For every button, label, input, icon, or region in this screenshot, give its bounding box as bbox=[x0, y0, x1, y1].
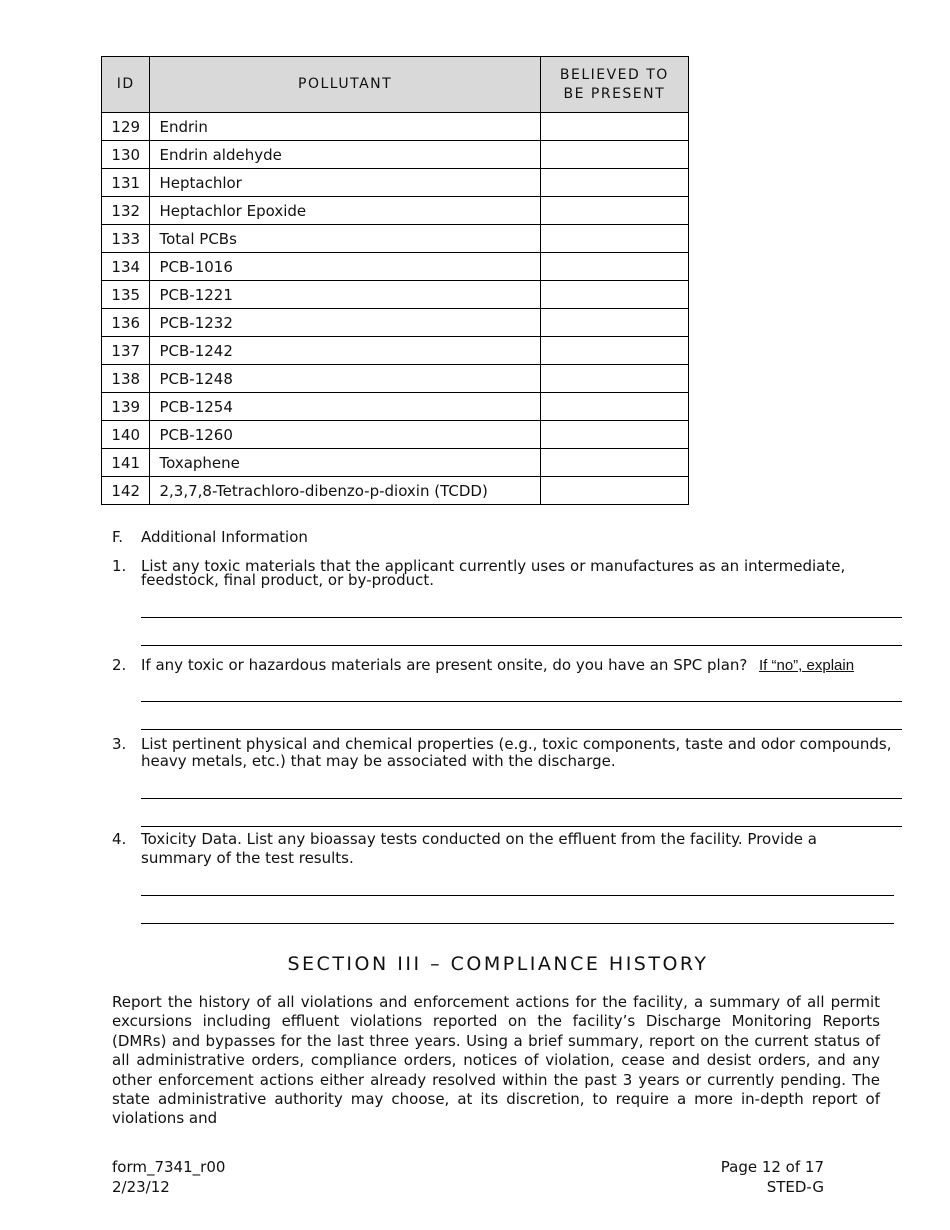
table-row bbox=[102, 309, 689, 337]
believed-present-cell[interactable] bbox=[540, 365, 688, 393]
header-believed-line2: BE PRESENT bbox=[563, 85, 666, 102]
pollutant-name: Endrin bbox=[150, 113, 540, 141]
table-row bbox=[102, 393, 689, 421]
question-4-number: 4. bbox=[112, 830, 127, 848]
pollutant-name: Toxaphene bbox=[150, 449, 540, 477]
believed-present-cell[interactable] bbox=[540, 393, 688, 421]
believed-present-cell[interactable] bbox=[540, 141, 688, 169]
question-2-explain-link: If “no”, explain bbox=[759, 657, 855, 674]
header-believed-present bbox=[540, 57, 688, 113]
pollutant-name: Endrin aldehyde bbox=[150, 141, 540, 169]
pollutant-name: PCB-1242 bbox=[150, 337, 540, 365]
section-3-paragraph: Report the history of all violations and enforcement actions for the facility, a summary of all permit excursions including effluent violations reported on the facility’s Discharge Monitoring Reports (DMRs) and bypasses for the last three years. Using a brief summary, report on the current status of all administrative orders, compliance orders, notices of violation, cease and desist orders, and any other enforcement actions either already resolved within the past 3 years or currently pending. The state administrative authority may choose, at its discretion, to require a more in-depth report of violations and bbox=[112, 993, 880, 1128]
believed-present-cell[interactable] bbox=[540, 225, 688, 253]
pollutant-id: 138 bbox=[102, 365, 150, 393]
pollutant-id: 141 bbox=[102, 449, 150, 477]
believed-present-cell[interactable] bbox=[540, 477, 688, 505]
table-row bbox=[102, 197, 689, 225]
footer-date: 2/23/12 bbox=[112, 1178, 170, 1196]
believed-present-cell[interactable] bbox=[540, 421, 688, 449]
believed-present-cell[interactable] bbox=[540, 169, 688, 197]
footer-page-number: Page 12 of 17 bbox=[720, 1158, 824, 1176]
header-id: ID bbox=[102, 57, 150, 113]
believed-present-cell[interactable] bbox=[540, 197, 688, 225]
question-1-number: 1. bbox=[112, 557, 127, 575]
table-row bbox=[102, 141, 689, 169]
believed-present-cell[interactable] bbox=[540, 281, 688, 309]
question-4-answer-line-2[interactable] bbox=[141, 923, 894, 924]
question-2-answer-line-1[interactable] bbox=[141, 701, 902, 702]
table-row bbox=[102, 253, 689, 281]
pollutant-id: 135 bbox=[102, 281, 150, 309]
table-row bbox=[102, 449, 689, 477]
question-3-number: 3. bbox=[112, 735, 127, 753]
section-3-title: SECTION III – COMPLIANCE HISTORY bbox=[287, 953, 709, 975]
pollutant-id: 132 bbox=[102, 197, 150, 225]
table-row bbox=[102, 337, 689, 365]
believed-present-cell[interactable] bbox=[540, 449, 688, 477]
pollutant-id: 134 bbox=[102, 253, 150, 281]
pollutant-name: Heptachlor Epoxide bbox=[150, 197, 540, 225]
table-row bbox=[102, 477, 689, 505]
pollutant-name: PCB-1248 bbox=[150, 365, 540, 393]
question-3-line1: List pertinent physical and chemical properties (e.g., toxic components, taste and odor compounds, bbox=[141, 735, 892, 753]
footer-left bbox=[112, 1157, 225, 1197]
believed-present-cell[interactable] bbox=[540, 253, 688, 281]
table-row bbox=[102, 113, 689, 141]
believed-present-cell[interactable] bbox=[540, 113, 688, 141]
table-row bbox=[102, 281, 689, 309]
section-f-heading: Additional Information bbox=[141, 528, 308, 546]
table-row bbox=[102, 365, 689, 393]
question-2-text: If any toxic or hazardous materials are present onsite, do you have an SPC plan? bbox=[141, 656, 748, 674]
pollutant-name: 2,3,7,8-Tetrachloro-dibenzo-p-dioxin (TCDD) bbox=[150, 477, 540, 505]
question-1-line1: List any toxic materials that the applicant currently uses or manufactures as an intermediate, bbox=[141, 557, 846, 575]
table-row bbox=[102, 421, 689, 449]
believed-present-cell[interactable] bbox=[540, 337, 688, 365]
header-pollutant: POLLUTANT bbox=[150, 57, 540, 113]
believed-present-cell[interactable] bbox=[540, 309, 688, 337]
pollutant-id: 140 bbox=[102, 421, 150, 449]
question-2-number: 2. bbox=[112, 656, 127, 674]
pollutant-id: 131 bbox=[102, 169, 150, 197]
question-3-line2: heavy metals, etc.) that may be associated with the discharge. bbox=[141, 752, 616, 770]
pollutant-id: 133 bbox=[102, 225, 150, 253]
table-header-row bbox=[102, 57, 689, 113]
pollutant-id: 136 bbox=[102, 309, 150, 337]
question-1-line2: feedstock, final product, or by-product. bbox=[141, 571, 435, 589]
pollutant-table bbox=[101, 56, 689, 505]
pollutant-id: 130 bbox=[102, 141, 150, 169]
pollutant-name: Heptachlor bbox=[150, 169, 540, 197]
pollutant-name: PCB-1232 bbox=[150, 309, 540, 337]
question-4-line1: Toxicity Data. List any bioassay tests conducted on the effluent from the facility. Provide a bbox=[141, 830, 817, 848]
table-row bbox=[102, 169, 689, 197]
section-f-letter: F. bbox=[112, 528, 123, 546]
pollutant-name: PCB-1016 bbox=[150, 253, 540, 281]
question-2-answer-line-2[interactable] bbox=[141, 729, 902, 730]
question-3-answer-line-1[interactable] bbox=[141, 798, 902, 799]
pollutant-id: 129 bbox=[102, 113, 150, 141]
pollutant-id: 142 bbox=[102, 477, 150, 505]
pollutant-id: 139 bbox=[102, 393, 150, 421]
pollutant-id: 137 bbox=[102, 337, 150, 365]
pollutant-name: PCB-1221 bbox=[150, 281, 540, 309]
question-1-answer-line-2[interactable] bbox=[141, 645, 902, 646]
pollutant-name: PCB-1260 bbox=[150, 421, 540, 449]
pollutant-name: Total PCBs bbox=[150, 225, 540, 253]
footer-code: STED-G bbox=[766, 1178, 824, 1196]
question-3-answer-line-2[interactable] bbox=[141, 826, 902, 827]
header-believed-line1: BELIEVED TO bbox=[559, 66, 669, 83]
question-4-line2: summary of the test results. bbox=[141, 849, 354, 867]
footer-form-id: form_7341_r00 bbox=[112, 1158, 226, 1176]
table-row bbox=[102, 225, 689, 253]
pollutant-name: PCB-1254 bbox=[150, 393, 540, 421]
question-1-answer-line-1[interactable] bbox=[141, 617, 902, 618]
question-4-answer-line-1[interactable] bbox=[141, 895, 894, 896]
footer-right bbox=[690, 1157, 824, 1197]
